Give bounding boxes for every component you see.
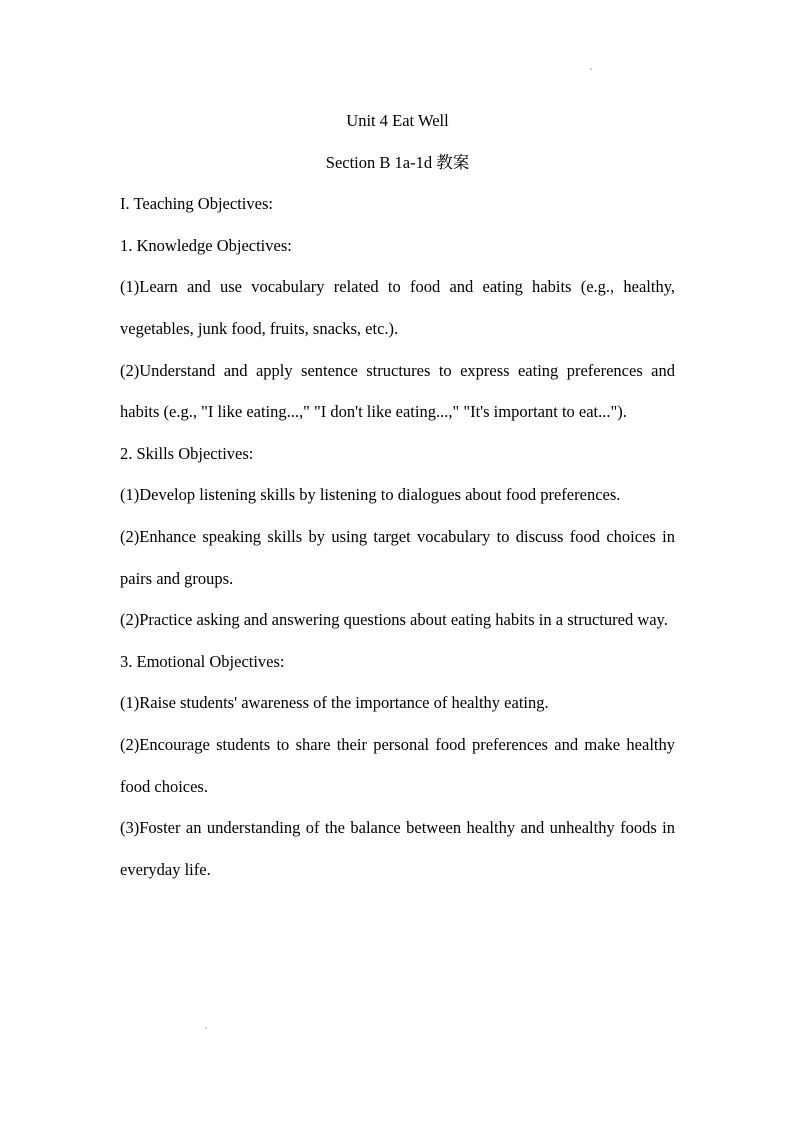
paragraph-skills-3: (2)Practice asking and answering questions about eating habits in a structured way. bbox=[120, 610, 668, 630]
scan-dot bbox=[590, 68, 592, 70]
document-body bbox=[120, 100, 675, 890]
subheading-emotional-objectives: 3. Emotional Objectives: bbox=[120, 651, 285, 671]
section-heading-teaching-objectives: I. Teaching Objectives: bbox=[120, 194, 273, 214]
paragraph-skills-2: (2)Enhance speaking skills by using target vocabulary to discuss food choices in pairs and groups. bbox=[120, 526, 675, 588]
paragraph-knowledge-2: (2)Understand and apply sentence structures to express eating preferences and habits (e.g., "I like eating...," "I don't like eating...," "It's important to eat..."). bbox=[120, 360, 675, 422]
paragraph-skills-1: (1)Develop listening skills by listening to dialogues about food preferences. bbox=[120, 485, 621, 505]
document-subtitle: Section B 1a-1d 教案 bbox=[325, 152, 470, 172]
subheading-knowledge-objectives: 1. Knowledge Objectives: bbox=[120, 235, 292, 255]
subheading-skills-objectives: 2. Skills Objectives: bbox=[120, 443, 254, 463]
scan-dot bbox=[205, 1027, 207, 1029]
paragraph-emotional-1: (1)Raise students' awareness of the importance of healthy eating. bbox=[120, 693, 549, 713]
paragraph-emotional-3: (3)Foster an understanding of the balance between healthy and unhealthy foods in everyday life. bbox=[120, 818, 675, 879]
document-title: Unit 4 Eat Well bbox=[346, 111, 449, 130]
paragraph-knowledge-1: (1)Learn and use vocabulary related to food and eating habits (e.g., healthy, vegetables, junk food, fruits, snacks, etc.). bbox=[120, 277, 675, 338]
paragraph-emotional-2: (2)Encourage students to share their personal food preferences and make healthy food choices. bbox=[120, 734, 675, 796]
